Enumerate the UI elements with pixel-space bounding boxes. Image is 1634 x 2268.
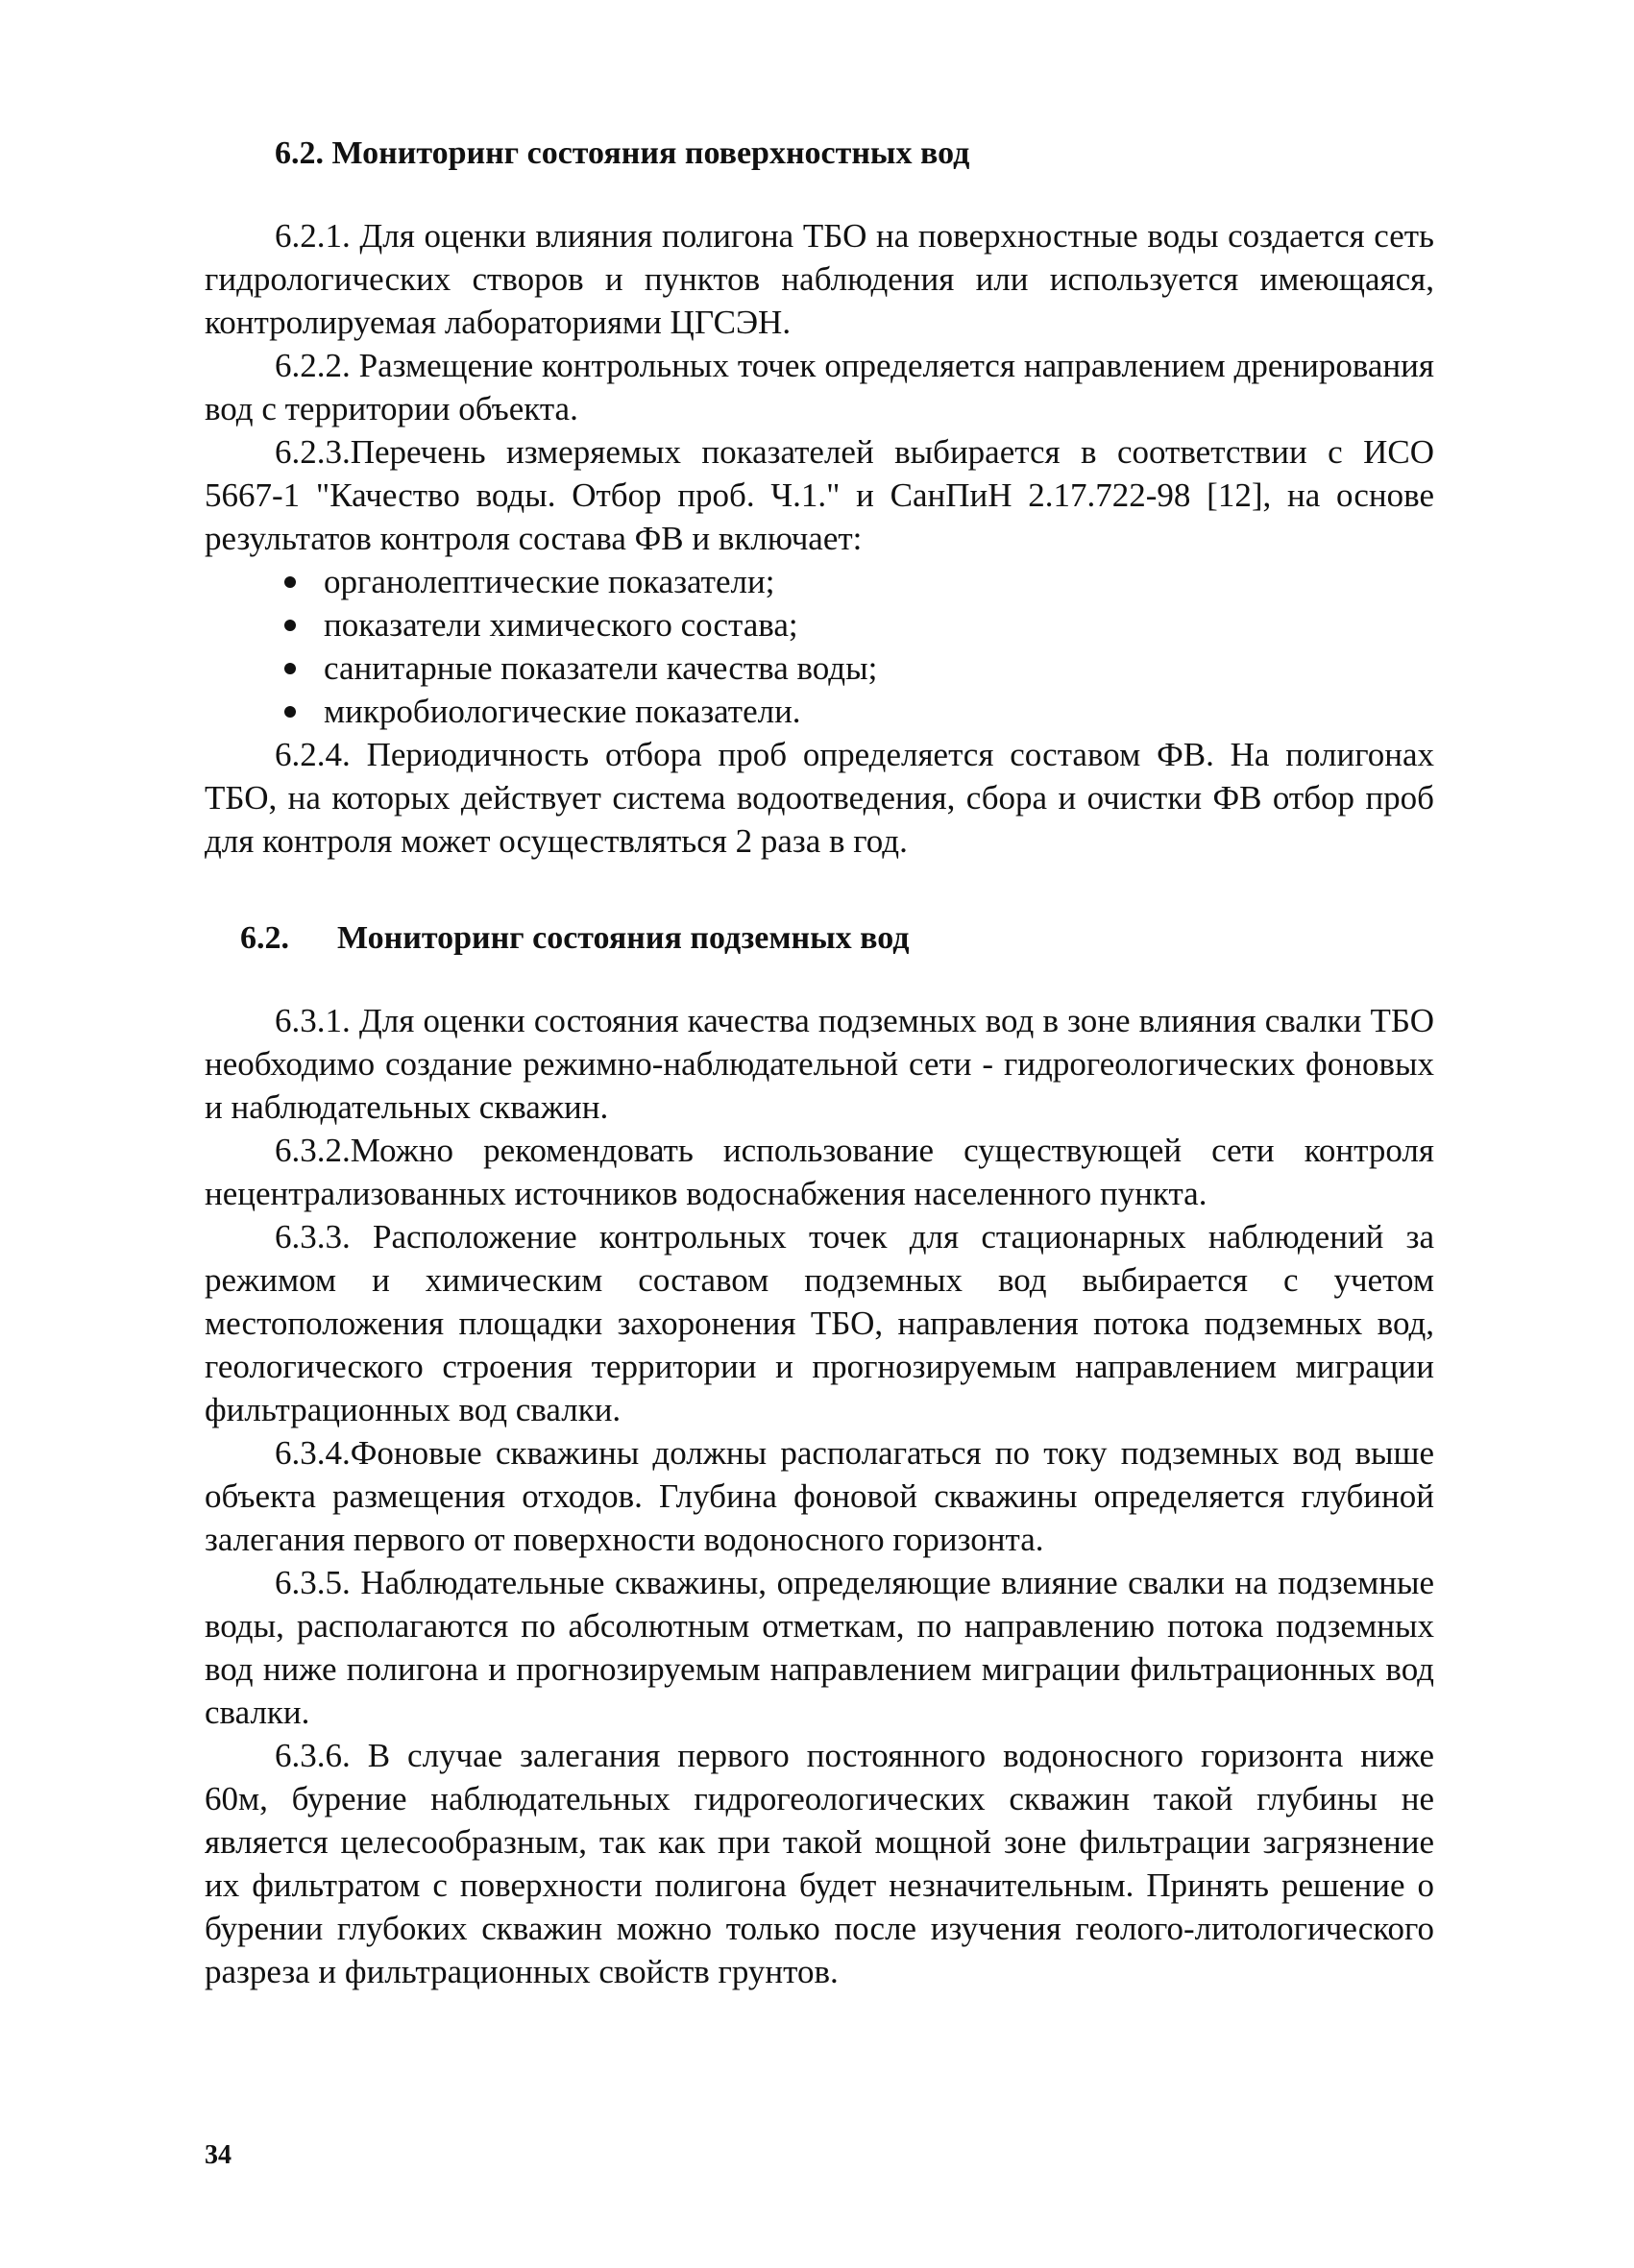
- bullet-icon: [284, 706, 296, 718]
- bullet-icon: [284, 576, 296, 588]
- list-item: [324, 646, 1434, 690]
- list-item-text: микробиологические показатели.: [324, 693, 801, 730]
- section-surface-water-body: [205, 214, 1434, 863]
- paragraph-6-2-4: 6.2.4. Периодичность отбора проб определяется составом ФВ. На полигонах ТБО, на которых действует система водоотведения, сбора и очистки ФВ отбор проб для контроля может осуществляться 2 раза в год.: [205, 736, 1434, 860]
- list-item-text: показатели химического состава;: [324, 606, 798, 644]
- paragraph-6-3-4: 6.3.4.Фоновые скважины должны располагаться по току подземных вод выше объекта размещения отходов. Глубина фоновой скважины определяется глубиной залегания первого от поверхности водоносного горизонта.: [205, 1434, 1434, 1558]
- section-heading-surface-water: 6.2. Мониторинг состояния поверхностных вод: [275, 135, 970, 171]
- paragraph-6-3-6: 6.3.6. В случае залегания первого постоянного водоносного горизонта ниже 60м, бурение наблюдательных гидрогеологических скважин такой глубины не является целесообразным, так как при такой мощной зоне фильтрации загрязнение их фильтратом с поверхности полигона будет незначительным. Принять решение о бурении глубоких скважин можно только после изучения геолого-литологического разреза и фильтрационных свойств грунтов.: [205, 1737, 1434, 1990]
- page-number: 34: [205, 2140, 232, 2170]
- paragraph-6-3-5: 6.3.5. Наблюдательные скважины, определяющие влияние свалки на подземные воды, располагаются по абсолютным отметкам, по направлению потока подземных вод ниже полигона и прогнозируемым направлением миграции фильтрационных вод свалки.: [205, 1564, 1434, 1731]
- paragraph-6-3-1: 6.3.1. Для оценки состояния качества подземных вод в зоне влияния свалки ТБО необходимо создание режимно-наблюдательной сети - гидрогеологических фоновых и наблюдательных скважин.: [205, 1002, 1434, 1126]
- section-heading-number: 6.2.: [240, 920, 289, 956]
- paragraph-6-2-2: 6.2.2. Размещение контрольных точек определяется направлением дренирования вод с территории объекта.: [205, 347, 1434, 427]
- list-item: [324, 603, 1434, 646]
- bullet-icon: [284, 663, 296, 674]
- list-item-text: санитарные показатели качества воды;: [324, 649, 878, 687]
- paragraph-6-2-1: 6.2.1. Для оценки влияния полигона ТБО на поверхностные воды создается сеть гидрологических створов и пунктов наблюдения или используется имеющаяся, контролируемая лабораториями ЦГСЭН.: [205, 217, 1434, 341]
- paragraph-6-2-3: 6.2.3.Перечень измеряемых показателей выбирается в соответствии с ИСО 5667-1 "Качество воды. Отбор проб. Ч.1." и СанПиН 2.17.722-98 [12], на основе результатов контроля состава ФВ и включает:: [205, 433, 1434, 557]
- section-heading-ground-water: [240, 917, 909, 960]
- list-item: [324, 560, 1434, 603]
- indicator-list: [205, 560, 1434, 733]
- bullet-icon: [284, 620, 296, 631]
- paragraph-6-3-3: 6.3.3. Расположение контрольных точек для стационарных наблюдений за режимом и химическим составом подземных вод выбирается с учетом местоположения площадки захоронения ТБО, направления потока подземных вод, геологического строения территории и прогнозируемым направлением миграции фильтрационных вод свалки.: [205, 1218, 1434, 1428]
- section-heading-text: Мониторинг состояния подземных вод: [337, 920, 910, 956]
- list-item-text: органолептические показатели;: [324, 563, 775, 600]
- paragraph-6-3-2: 6.3.2.Можно рекомендовать использование существующей сети контроля нецентрализованных источников водоснабжения населенного пункта.: [205, 1132, 1434, 1212]
- section-ground-water-body: [205, 999, 1434, 1993]
- list-item: [324, 690, 1434, 733]
